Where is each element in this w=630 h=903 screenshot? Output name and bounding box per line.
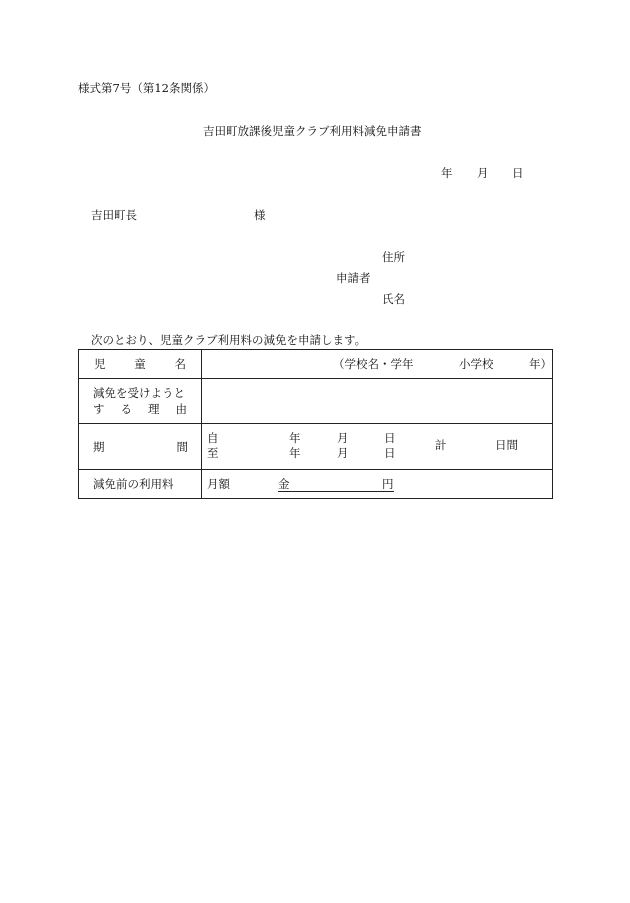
date-day: 日 [512, 166, 524, 180]
period-label-char: 期 [93, 439, 105, 454]
period-to-month: 月 [337, 446, 349, 460]
addressee-name: 吉田町長 [91, 208, 137, 222]
document-title: 吉田町放課後児童クラブ利用料減免申請書 [203, 124, 422, 138]
reason-label-char: 由 [175, 402, 187, 416]
school-grade-open: （学校名・学年 [333, 357, 414, 371]
child-name-field[interactable] [202, 350, 553, 379]
row-period [79, 424, 553, 470]
fee-kin: 金 [278, 477, 290, 491]
reason-label-char: る [120, 402, 132, 416]
row-fee [79, 470, 553, 499]
row-reason [79, 379, 553, 424]
child-name-label-char: 児 [94, 357, 106, 371]
period-from-day: 日 [384, 431, 396, 445]
name-label: 氏名 [382, 292, 405, 306]
form-number: 様式第7号（第12条関係） [78, 81, 215, 95]
application-table [78, 349, 553, 499]
addressee-honorific: 様 [254, 208, 266, 222]
period-from: 自 [207, 431, 219, 445]
address-label: 住所 [382, 250, 405, 264]
period-to-year: 年 [289, 446, 301, 460]
reason-label-char: す [93, 402, 105, 416]
applicant-label: 申請者 [336, 271, 371, 285]
fee-field[interactable] [202, 470, 553, 499]
period-days: 日間 [495, 438, 518, 452]
period-to-day: 日 [384, 446, 396, 460]
period-from-year: 年 [289, 431, 301, 445]
period-label-char: 間 [176, 439, 188, 454]
period-label-cell [79, 424, 202, 470]
period-field[interactable] [202, 424, 553, 470]
period-to: 至 [207, 446, 219, 460]
period-total: 計 [435, 438, 447, 452]
date-month: 月 [477, 166, 489, 180]
fee-yen: 円 [382, 477, 394, 491]
period-from-month: 月 [337, 431, 349, 445]
child-name-label-char: 名 [174, 357, 186, 371]
reason-label-char: 理 [148, 402, 160, 416]
fee-monthly: 月額 [207, 477, 230, 491]
fee-label: 減免前の利用料 [93, 477, 174, 491]
school-label: 小学校 [459, 357, 494, 371]
child-name-label-char: 童 [134, 357, 146, 371]
reason-label-cell [79, 379, 202, 424]
reason-label-line1: 減免を受けようと [93, 386, 185, 400]
intro-text: 次のとおり、児童クラブ利用料の減免を申請します。 [91, 333, 367, 347]
child-name-label-cell [79, 350, 202, 379]
fee-label-cell [79, 470, 202, 499]
row-child-name [79, 350, 553, 379]
reason-field[interactable] [202, 379, 553, 424]
date-year: 年 [441, 166, 453, 180]
fee-amount-underline [278, 491, 394, 492]
grade-close: 年） [529, 357, 552, 371]
